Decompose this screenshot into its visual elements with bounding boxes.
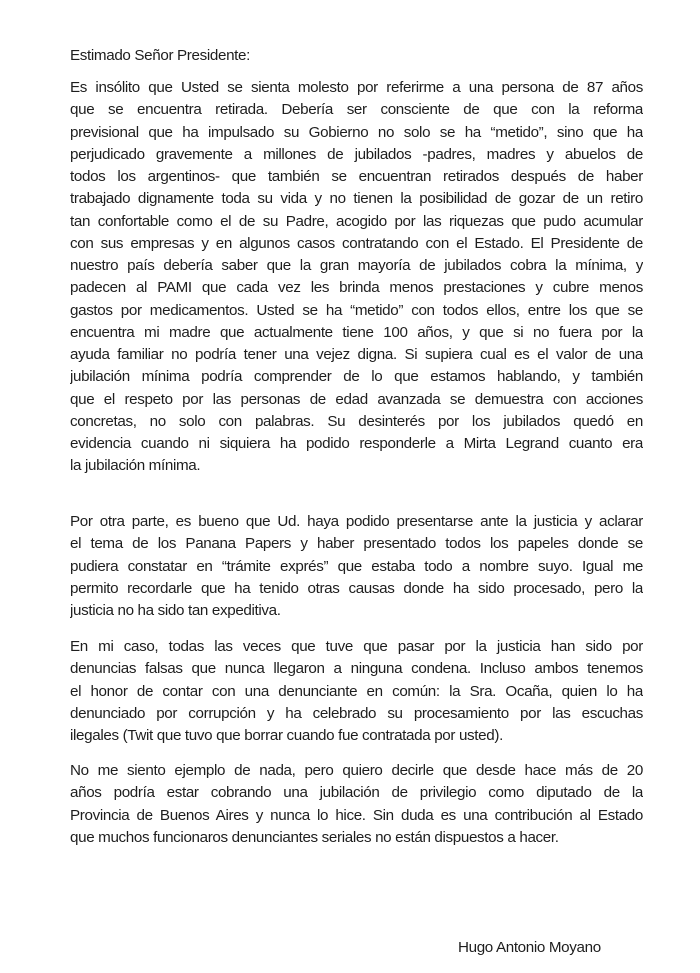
paragraph-line: denunciado por corrupción y ha celebrado su procesamiento por las escuchas: [70, 704, 643, 722]
paragraph-line: que muchos funcionaros denunciantes seriales no están dispuestos a hacer.: [70, 828, 559, 846]
paragraph-line: trabajado dignamente toda su vida y no tienen la posibilidad de gozar de un retiro: [70, 190, 643, 208]
paragraph-line: perjudicado gravemente a millones de jubilados -padres, madres y abuelos de: [70, 145, 643, 163]
paragraph-1: [70, 77, 643, 478]
paragraph-line: encuentra mi madre que actualmente tiene 100 años, y que si no fuera por la: [70, 323, 643, 341]
paragraph-4: [70, 760, 643, 849]
paragraph-line: gastos por medicamentos. Usted se ha “metido” con todos ellos, entre los que se: [70, 301, 643, 319]
paragraph-line: la jubilación mínima.: [70, 457, 201, 475]
paragraph-line: nuestro país debería saber que la gran mayoría de jubilados cobra la mínima, y: [70, 257, 643, 274]
paragraph-line: Provincia de Buenos Aires y nunca lo hice. Sin duda es una contribución al Estado: [70, 806, 643, 824]
paragraph-line: que se encuentra retirada. Debería ser consciente de que con la reforma: [70, 101, 643, 119]
paragraph-3: [70, 636, 643, 747]
paragraph-line: el tema de los Panana Papers y haber presentado todos los papeles donde se: [70, 535, 643, 553]
paragraph-line: concretas, no solo con palabras. Su desinterés por los jubilados quedó en: [70, 412, 643, 430]
paragraph-line: padecen al PAMI que cada vez les brinda menos prestaciones y cubre menos: [70, 279, 643, 297]
paragraph-line: el honor de contar con una denunciante en común: la Sra. Ocaña, quien lo ha: [70, 682, 643, 700]
paragraph-line: con sus empresas y en algunos casos contratando con el Estado. El Presidente de: [70, 234, 643, 252]
paragraph-line: denuncias falsas que nunca llegaron a ninguna condena. Incluso ambos tenemos: [70, 660, 643, 678]
paragraph-line: que el respeto por las personas de edad avanzada se demuestra con acciones: [70, 390, 643, 408]
paragraph-line: tan confortable como el de su Padre, acogido por las riquezas que pudo acumular: [70, 212, 643, 230]
paragraph-line: todos los argentinos- que también se encuentran retirados después de haber: [70, 168, 643, 185]
paragraph-line: permito recordarle que ha tenido otras causas donde ha sido procesado, pero la: [70, 579, 643, 597]
paragraph-2: [70, 511, 643, 622]
paragraph-line: pudiera constatar en “trámite exprés” que estaba todo a nombre suyo. Igual me: [70, 557, 643, 575]
paragraph-line: jubilación mínima podría comprender de lo que estamos hablando, y también: [70, 368, 643, 386]
paragraph-line: En mi caso, todas las veces que tuve que pasar por la justicia han sido por: [70, 638, 643, 655]
paragraph-line: ilegales (Twit que tuvo que borrar cuando fue contratada por usted).: [70, 727, 503, 744]
paragraph-line: Por otra parte, es bueno que Ud. haya podido presentarse ante la justicia y aclarar: [70, 513, 643, 530]
letter-greeting: Estimado Señor Presidente:: [70, 47, 251, 64]
paragraph-line: previsional que ha impulsado su Gobierno no solo se ha “metido”, sino que ha: [70, 123, 643, 141]
paragraph-line: No me siento ejemplo de nada, pero quiero decirle que desde hace más de 20: [70, 762, 643, 779]
paragraph-line: años podría estar cobrando una jubilación de privilegio como diputado de la: [70, 784, 643, 802]
paragraph-line: Es insólito que Usted se sienta molesto por referirme a una persona de 87 años: [70, 79, 643, 96]
paragraph-line: evidencia cuando ni siquiera ha podido responderle a Mirta Legrand cuanto era: [70, 435, 643, 452]
paragraph-line: ayuda familiar no podría tener una vejez digna. Si supiera cual es el valor de una: [70, 346, 643, 363]
signature-name: Hugo Antonio Moyano: [458, 939, 601, 956]
paragraph-line: justicia no ha sido tan expeditiva.: [70, 602, 281, 619]
